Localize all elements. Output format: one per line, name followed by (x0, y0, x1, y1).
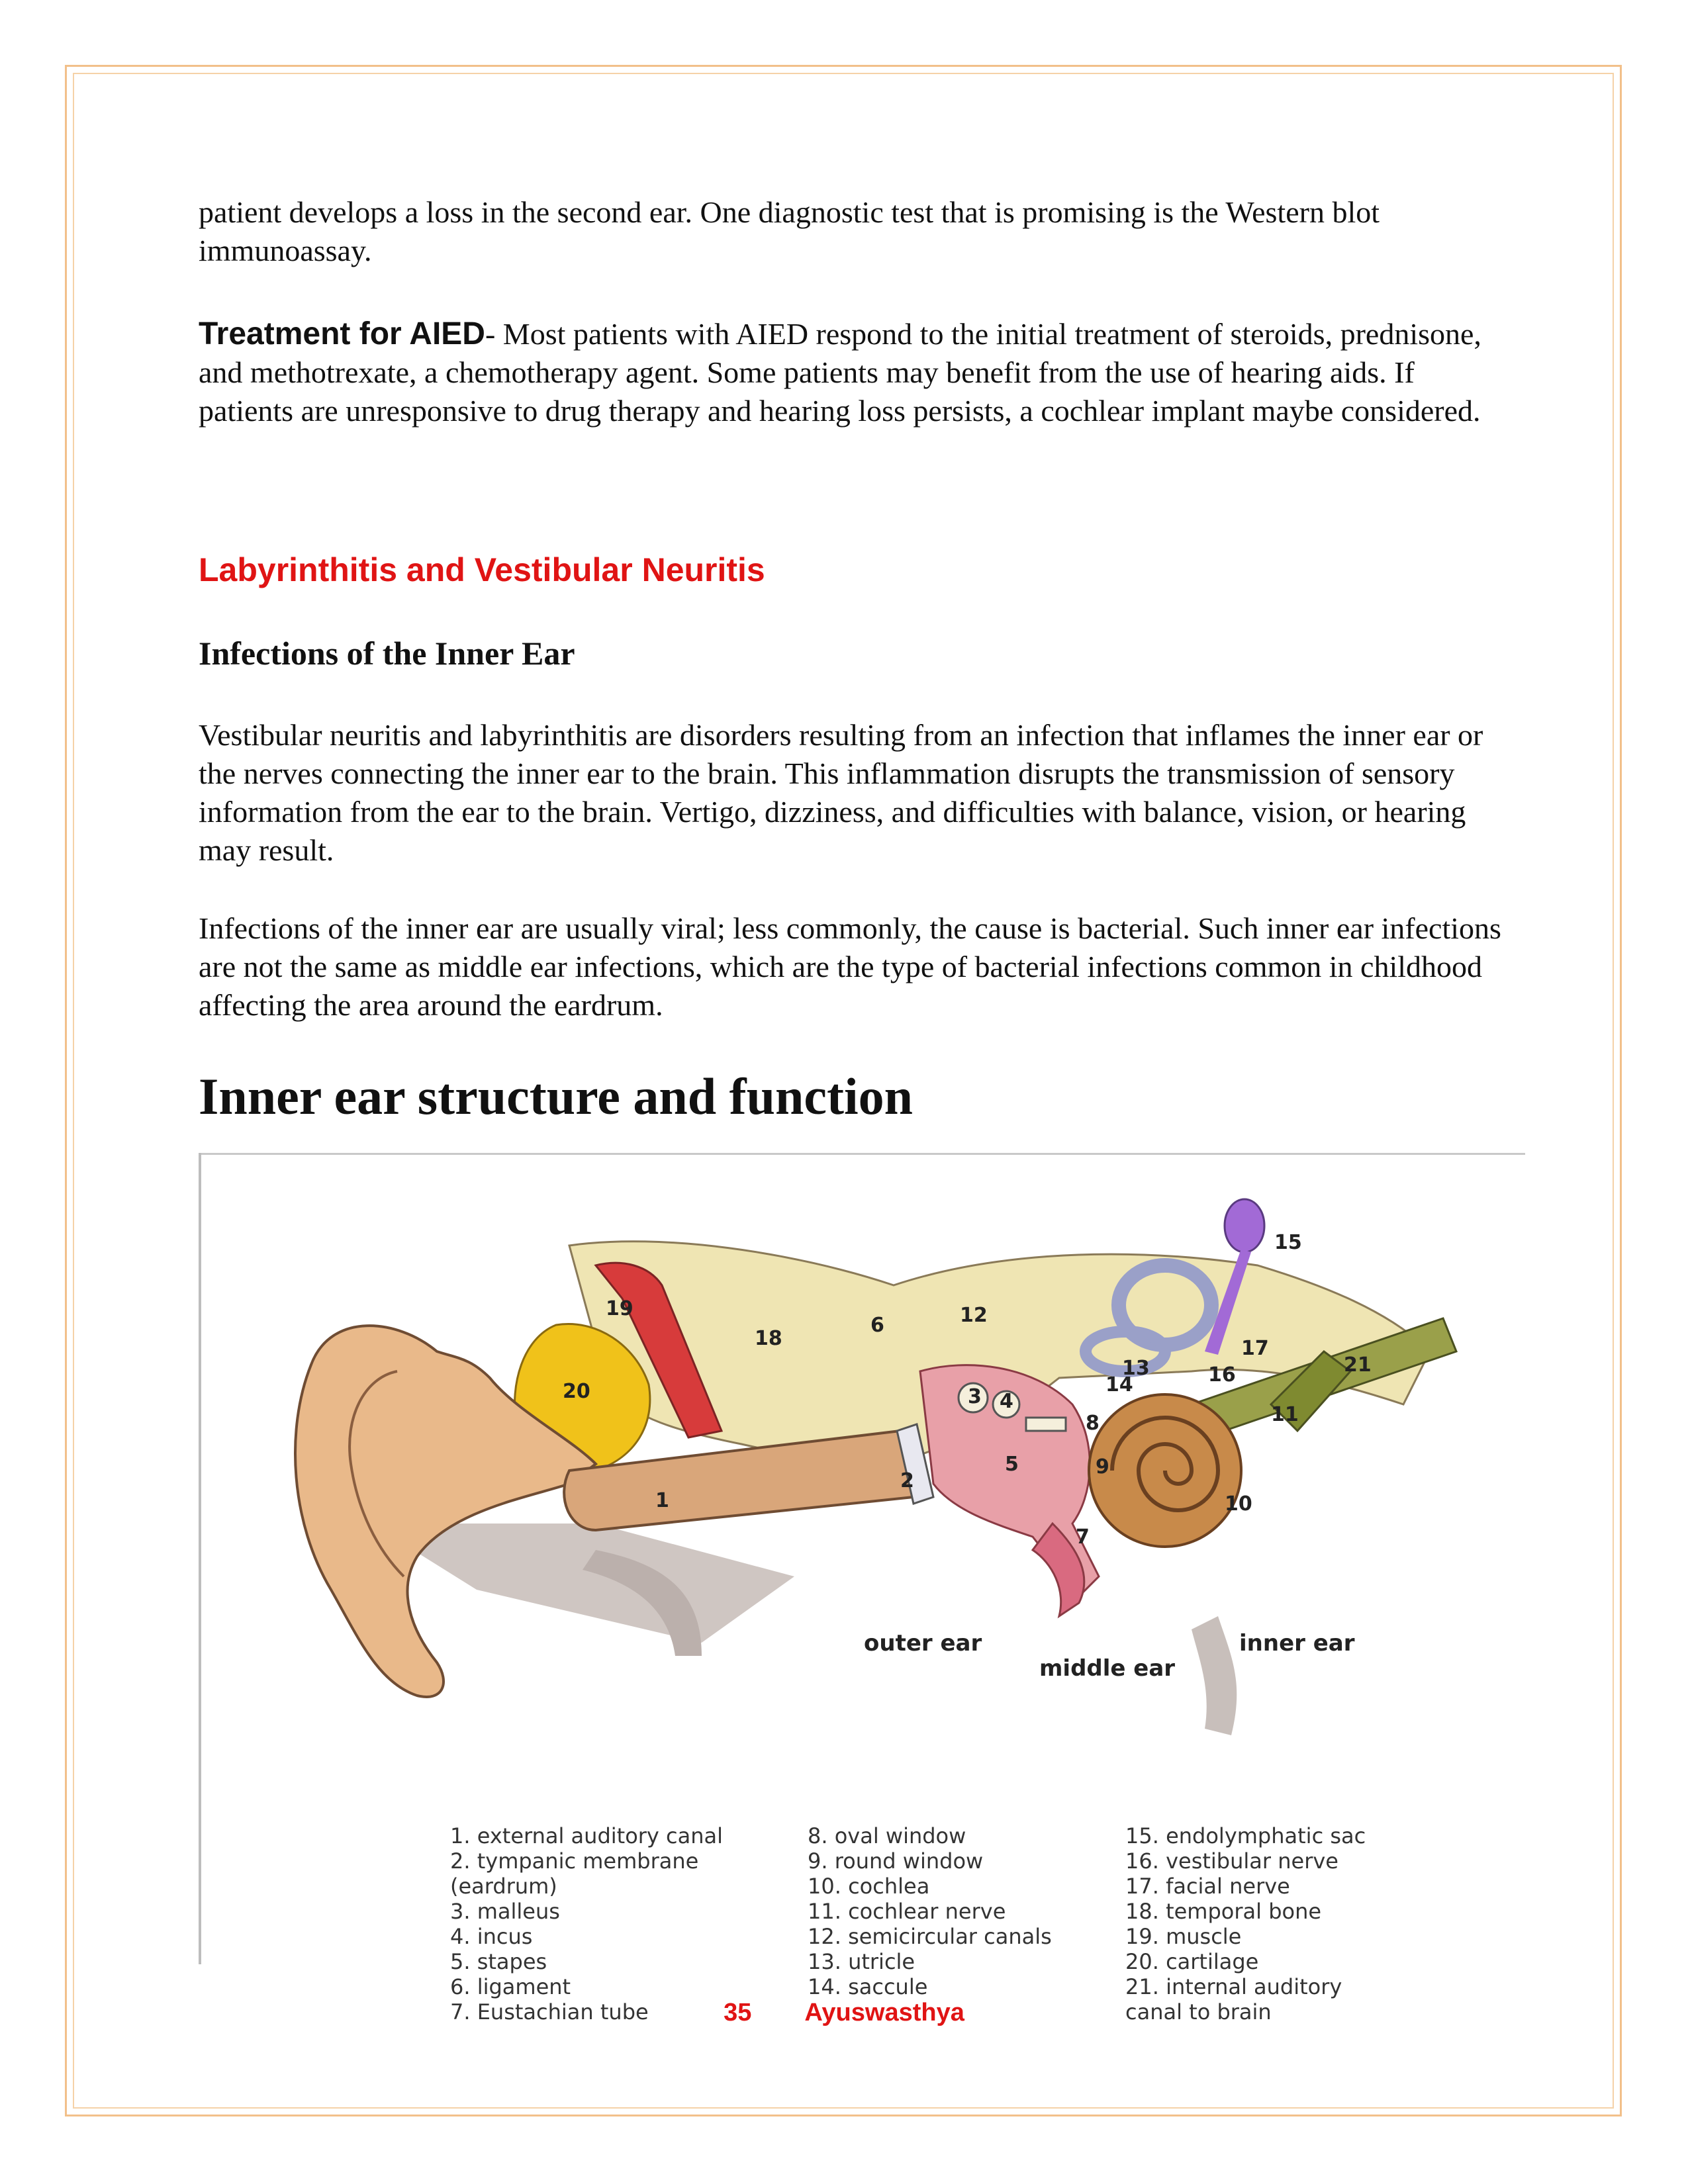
marker-1: 1 (655, 1489, 669, 1512)
legend-item: 19. muscle (1125, 1924, 1242, 1949)
legend-column-2 (808, 1823, 1052, 1999)
marker-19: 19 (606, 1297, 633, 1320)
label-inner-ear: inner ear (1239, 1630, 1355, 1657)
marker-15: 15 (1274, 1231, 1302, 1254)
marker-8: 8 (1086, 1412, 1100, 1435)
legend-item: 3. malleus (450, 1899, 560, 1924)
legend-item: 16. vestibular nerve (1125, 1848, 1338, 1874)
marker-9: 9 (1096, 1455, 1109, 1479)
marker-17: 17 (1241, 1337, 1269, 1360)
label-outer-ear: outer ear (864, 1630, 982, 1657)
marker-21: 21 (1344, 1353, 1372, 1377)
shadow-shape-3 (1192, 1616, 1237, 1735)
legend-item: 6. ligament (450, 1974, 571, 1999)
legend-item: 5. stapes (450, 1949, 547, 1974)
legend-item: 21. internal auditory (1125, 1974, 1342, 1999)
marker-16: 16 (1208, 1363, 1236, 1387)
marker-13: 13 (1122, 1357, 1150, 1380)
legend-item: 10. cochlea (808, 1874, 930, 1899)
legend-item: (eardrum) (450, 1874, 557, 1899)
legend-item: 14. saccule (808, 1974, 928, 1999)
marker-4: 4 (1000, 1390, 1013, 1413)
treatment-text: - Most patients with AIED respond to the initial treatment of steroids, prednisone, and methotrexate, a chemotherapy agent. Some patients may benefit from the use of hearing aids. If patients are unresponsive to drug therapy and hearing loss persists, a cochlear implant maybe considered. (199, 317, 1481, 428)
inner-ear-heading: Inner ear structure and function (199, 1068, 914, 1125)
legend-item: canal to brain (1125, 1999, 1272, 2025)
legend-item: 9. round window (808, 1848, 984, 1874)
marker-12: 12 (960, 1304, 988, 1327)
legend-column-1 (450, 1823, 723, 2025)
marker-18: 18 (755, 1327, 782, 1350)
paragraph-vestibular: Vestibular neuritis and labyrinthitis are disorders resulting from an infection that inflames the inner ear or the nerves connecting the inner ear to the brain. This inflammation disrupts the transmission of sensory information from the ear to the brain. Vertigo, dizziness, and difficulties with balance, vision, or hearing may result. (199, 718, 1483, 867)
treatment-heading: Treatment for AIED (199, 316, 485, 351)
marker-5: 5 (1005, 1453, 1019, 1476)
marker-7: 7 (1076, 1525, 1090, 1549)
stapes (1026, 1418, 1066, 1431)
subsection-title: Infections of the Inner Ear (199, 635, 575, 672)
marker-6: 6 (870, 1314, 884, 1337)
label-middle-ear: middle ear (1039, 1655, 1176, 1682)
legend-item: 20. cartilage (1125, 1949, 1259, 1974)
legend-item: 15. endolymphatic sac (1125, 1823, 1366, 1848)
legend-item: 17. facial nerve (1125, 1874, 1290, 1899)
legend-item: 7. Eustachian tube (450, 1999, 649, 2025)
marker-14: 14 (1105, 1373, 1133, 1396)
legend-item: 4. incus (450, 1924, 533, 1949)
legend-item: 1. external auditory canal (450, 1823, 724, 1848)
legend-item: 2. tympanic membrane (450, 1848, 699, 1874)
marker-3: 3 (968, 1385, 982, 1408)
page-footer (0, 1999, 1688, 2027)
legend-item: 13. utricle (808, 1949, 915, 1974)
marker-20: 20 (563, 1380, 590, 1403)
legend-item: 18. temporal bone (1125, 1899, 1322, 1924)
section-title: Labyrinthitis and Vestibular Neuritis (199, 551, 765, 588)
intro-paragraph: patient develops a loss in the second ear. One diagnostic test that is promising is the Western blot immunoassay. (199, 195, 1380, 267)
ear-diagram (199, 1153, 1525, 1815)
paragraph-infections: Infections of the inner ear are usually viral; less commonly, the cause is bacterial. Such inner ear infections are not the same as middle ear infections, which are the type of bacterial infections common in childhood affecting the area around the eardrum. (199, 911, 1501, 1022)
legend-item: 12. semicircular canals (808, 1924, 1052, 1949)
marker-2: 2 (900, 1469, 914, 1492)
publication-name: Ayuswasthya (804, 1999, 964, 2026)
legend-item: 11. cochlear nerve (808, 1899, 1006, 1924)
treatment-paragraph (199, 315, 1509, 430)
page-number: 35 (724, 1999, 752, 2026)
shadow-shape-1 (371, 1524, 794, 1643)
legend-item: 8. oval window (808, 1823, 966, 1848)
marker-10: 10 (1225, 1492, 1252, 1516)
marker-11: 11 (1271, 1403, 1299, 1426)
legend-column-3 (1125, 1823, 1366, 2025)
endolymphatic-sac (1225, 1199, 1264, 1252)
